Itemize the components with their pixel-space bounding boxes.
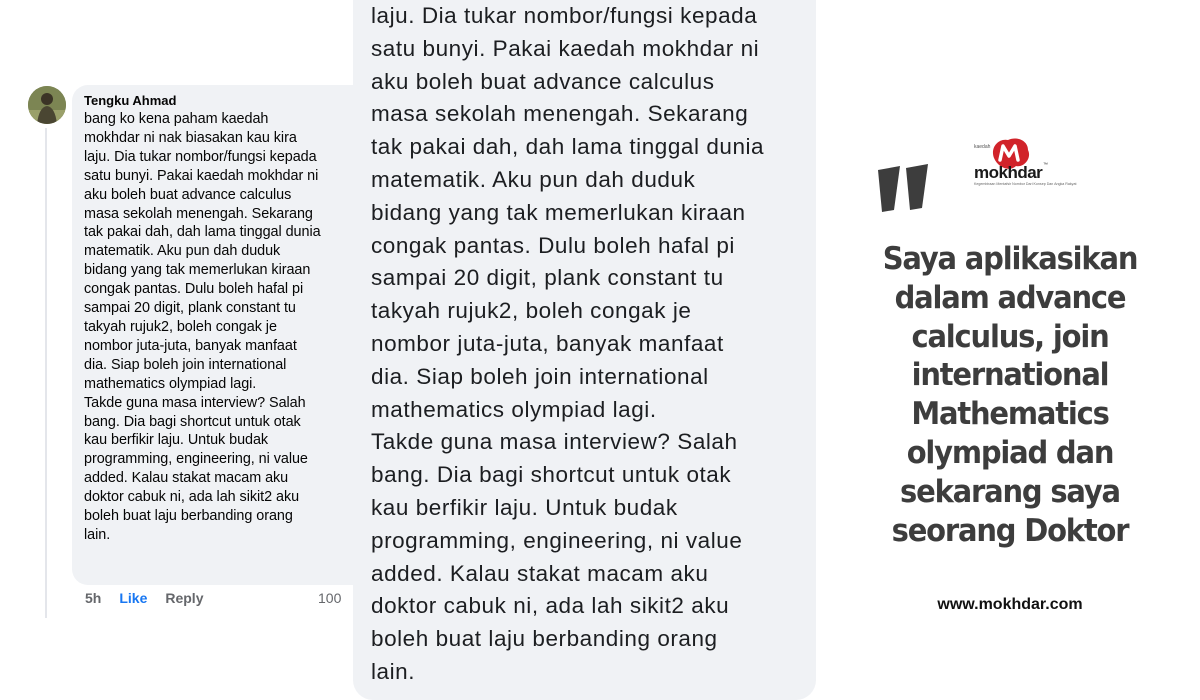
logo-trademark: ™ xyxy=(1043,162,1048,168)
logo-small-text: kaedah xyxy=(974,144,991,150)
comment-bubble xyxy=(72,85,355,585)
website-link[interactable]: www.mokhdar.com xyxy=(937,596,1083,613)
logo-wordmark: mokhdar xyxy=(974,163,1043,182)
logo-tagline: Kegembiraan Mentafsir Nombor Dari Konsep Dan Angka Rakyat xyxy=(974,182,1077,186)
reaction-count[interactable]: 100 xyxy=(318,590,342,606)
testimonial-quote: Saya aplikasikan dalam advance calculus, join international Mathematics olympiad dan sekarang saya seorang Doktor xyxy=(882,241,1138,549)
thread-line xyxy=(45,128,47,618)
comment-time[interactable]: 5h xyxy=(85,590,102,606)
comment-actions xyxy=(85,590,221,606)
comment-text: bang ko kena paham kaedah mokhdar ni nak biasakan kau kira laju. Dia tukar nombor/fungsi kepada satu bunyi. Pakai kaedah mokhdar ni aku boleh buat advance calculus masa sekolah menengah. Sekarang tak pakai dah, dah lama tinggal dunia matematik. Aku pun dah duduk bidang yang tak memerlukan kiraan congak pantas. Dulu boleh hafal pi sampai 20 digit, plank constant tu takyah rujuk2, boleh congak je nombor juta-juta, banyak manfaat dia. Siap boleh join international mathematics olympiad lagi. Takde guna masa interview? Salah bang. Dia bagi shortcut untuk otak kau berfikir laju. Untuk budak programming, engineering, ni value added. Kalau stakat macam aku doktor cabuk ni, ada lah sikit2 aku boleh buat laju berbanding orang lain. xyxy=(84,111,321,543)
avatar-photo-icon xyxy=(28,86,66,124)
facebook-comment xyxy=(20,80,355,620)
avatar[interactable] xyxy=(28,86,66,124)
comment-author[interactable]: Tengku Ahmad xyxy=(84,93,177,108)
reply-button[interactable]: Reply xyxy=(165,590,204,606)
zoomed-comment-bubble xyxy=(353,0,816,700)
like-button[interactable]: Like xyxy=(119,590,148,606)
quote-mark-icon xyxy=(876,162,932,214)
zoomed-comment-text: laju. Dia tukar nombor/fungsi kepada satu bunyi. Pakai kaedah mokhdar ni aku boleh buat advance calculus masa sekolah menengah. Sekarang tak pakai dah, dah lama tinggal dunia matematik. Aku pun dah duduk bidang yang tak memerlukan kiraan congak pantas. Dulu boleh hafal pi sampai 20 digit, plank constant tu takyah rujuk2, boleh congak je nombor juta-juta, banyak manfaat dia. Siap boleh join international mathematics olympiad lagi. Takde guna masa interview? Salah bang. Dia bagi shortcut untuk otak kau berfikir laju. Untuk budak programming, engineering, ni value added. Kalau stakat macam aku doktor cabuk ni, ada lah sikit2 aku boleh buat laju berbanding orang lain. xyxy=(371,3,765,684)
